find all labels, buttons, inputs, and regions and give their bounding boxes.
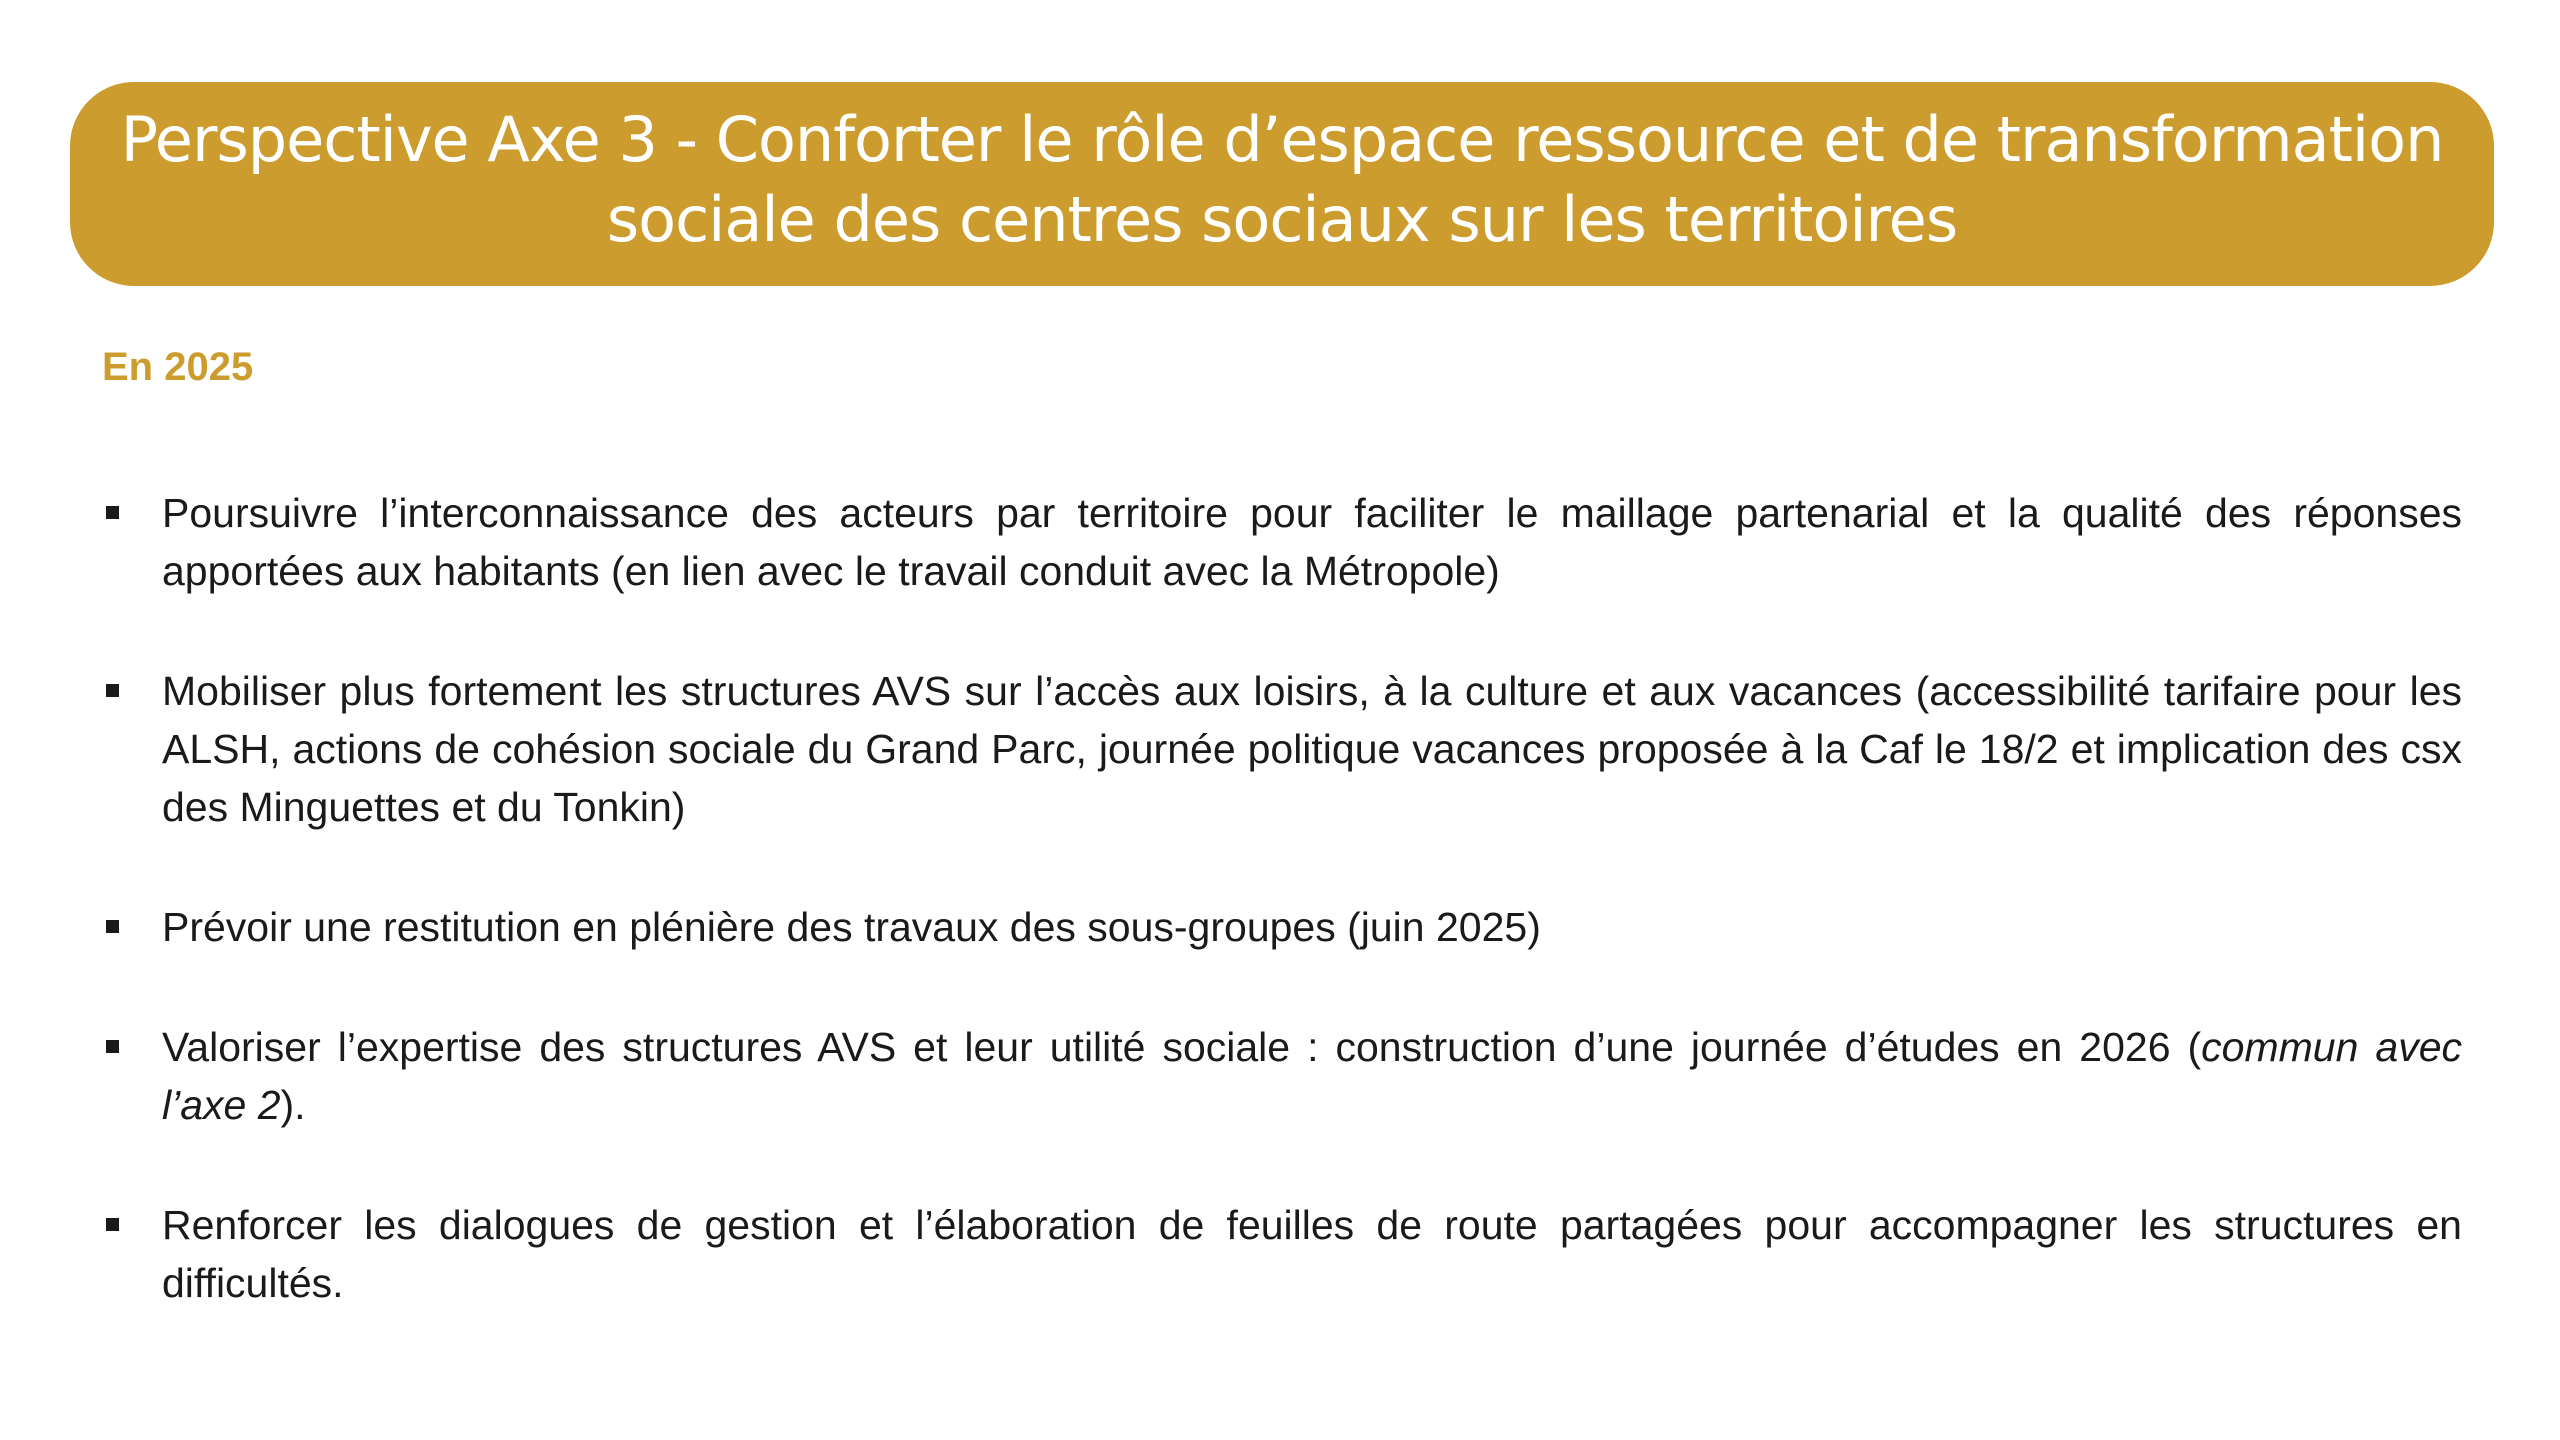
square-bullet-icon [106,920,119,933]
bullet-list [102,484,2462,1312]
square-bullet-icon [106,1040,119,1053]
page-title-line-1: Perspective Axe 3 - Conforter le rôle d’espace ressource et de transformation [120,103,2444,176]
bullet-item [102,662,2462,836]
bullet-text: Poursuivre l’interconnaissance des acteurs par territoire pour faciliter le maillage partenarial et la qualité des réponses apportées aux habitants (en lien avec le travail conduit avec la Métropole) [162,490,2462,594]
bullet-item [102,1196,2462,1312]
section-heading: En 2025 [102,345,254,389]
square-bullet-icon [106,1218,119,1231]
square-bullet-icon [106,684,119,697]
bullet-text: Renforcer les dialogues de gestion et l’élaboration de feuilles de route partagées pour accompagner les structures en difficultés. [162,1202,2462,1306]
bullet-text-italic: commun avec l’axe 2 [162,1024,2462,1128]
bullet-item [102,484,2462,600]
square-bullet-icon [106,506,119,519]
bullet-item [102,898,2462,956]
title-banner [70,82,2494,286]
bullet-text: Mobiliser plus fortement les structures AVS sur l’accès aux loisirs, à la culture et aux vacances (accessibilité tarifaire pour les ALSH, actions de cohésion sociale du Grand Parc, journée politique vacances proposée à la Caf le 18/2 et implication des csx des Minguettes et du Tonkin) [162,668,2462,830]
page-title-line-2: sociale des centres sociaux sur les territoires [606,183,1958,256]
bullet-text-start: Valoriser l’expertise des structures AVS et leur utilité sociale : construction d’une journée d’études en 2026 ( [162,1024,2202,1070]
bullet-text-end: ). [280,1082,306,1128]
bullet-text: Prévoir une restitution en plénière des travaux des sous-groupes (juin 2025) [162,904,1541,950]
bullet-item [102,1018,2462,1134]
